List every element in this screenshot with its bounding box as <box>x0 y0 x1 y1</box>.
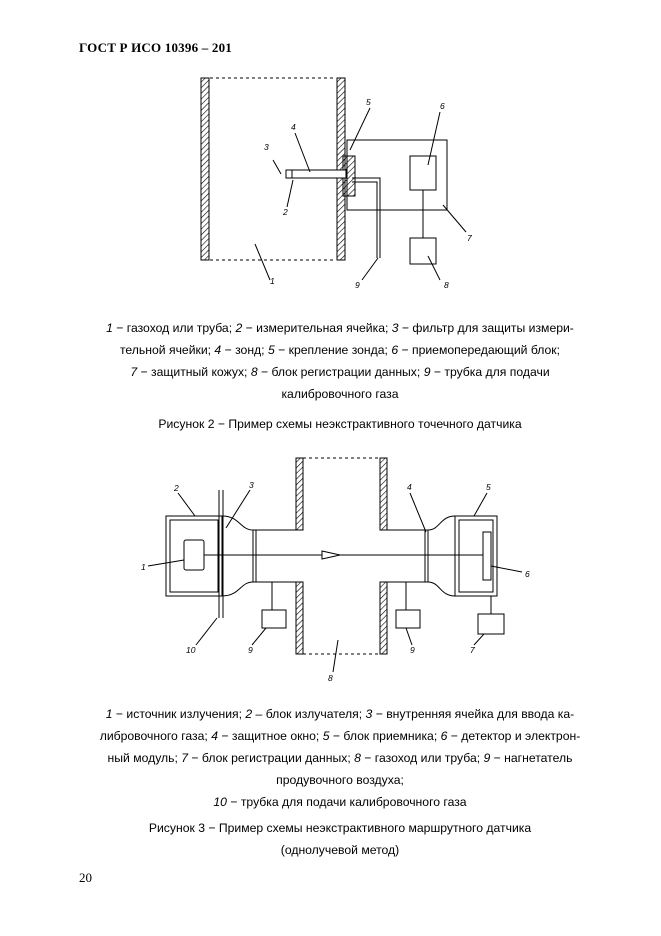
legend-item-text: − фильтр для защиты измери- <box>398 321 574 335</box>
legend-item-number: 5 <box>322 729 330 743</box>
legend-item-number: 8 <box>354 751 361 765</box>
protective-housing <box>347 140 447 210</box>
probe <box>286 170 346 178</box>
figure-3-title <box>60 817 620 861</box>
purge-blower-right <box>396 610 420 628</box>
legend-item-text: − внутренняя ячейка для ввода ка- <box>372 707 575 721</box>
legend-line <box>60 703 620 725</box>
fig3-label: 7 <box>470 645 475 655</box>
legend-item-number: 6 <box>440 729 448 743</box>
fig2-label: 9 <box>355 280 360 290</box>
radiation-source <box>184 540 204 570</box>
legend-item-text: − защитный кожух; <box>137 365 251 379</box>
legend-item-number: 2 <box>235 321 243 335</box>
legend-item-text: − приемопередающий блок; <box>398 343 561 357</box>
figure-2-labels <box>264 97 472 290</box>
legend-line <box>60 791 620 813</box>
fig3-label: 1 <box>141 562 146 572</box>
fig2-label: 5 <box>366 97 371 107</box>
legend-item-number: 1 <box>106 321 113 335</box>
legend-item-text: − блок регистрации данных; <box>188 751 355 765</box>
data-logger-unit <box>410 238 436 264</box>
figure-2-legend <box>60 317 620 405</box>
legend-item-number: 3 <box>365 707 373 721</box>
legend-item-text: ный модуль; <box>107 751 182 765</box>
duct-wall-lower-left <box>296 582 303 654</box>
legend-item-text: − зонд; <box>221 343 268 357</box>
emitter-unit <box>166 516 222 596</box>
fig3-label: 5 <box>486 482 491 492</box>
duct-wall-upper-right <box>380 458 387 530</box>
legend-item-text: − трубка для подачи калибровочного газа <box>226 795 467 809</box>
page-number: 20 <box>79 870 92 885</box>
legend-item-text: − крепление зонда; <box>274 343 392 357</box>
legend-item-text: – блок излучателя; <box>252 707 366 721</box>
legend-item-text: калибровочного газа <box>281 387 399 401</box>
figure-3-legend <box>60 703 620 813</box>
legend-item-text: − блок регистрации данных; <box>257 365 424 379</box>
legend-item-text: либровочного газа; <box>99 729 212 743</box>
fig3-label: 10 <box>186 645 196 655</box>
fig3-label: 8 <box>328 673 333 683</box>
legend-item-number: 6 <box>391 343 399 357</box>
figure-2-drawing <box>201 78 466 280</box>
fig3-label: 2 <box>174 483 179 493</box>
legend-item-number: 9 <box>483 751 491 765</box>
fig2-label: 7 <box>467 233 472 243</box>
legend-line <box>60 339 620 361</box>
fig3-label: 3 <box>249 480 254 490</box>
legend-item-text: тельной ячейки; <box>119 343 215 357</box>
legend-line <box>60 769 620 791</box>
legend-item-number: 5 <box>267 343 275 357</box>
legend-item-number: 7 <box>181 751 189 765</box>
legend-item-text: − газоход или труба; <box>360 751 484 765</box>
legend-item-text: − газоход или труба; <box>112 321 236 335</box>
legend-item-number: 4 <box>214 343 222 357</box>
purge-blower-left <box>262 610 286 628</box>
legend-line <box>60 361 620 383</box>
legend-item-text: − трубка для подачи <box>430 365 550 379</box>
legend-line <box>60 383 620 405</box>
fig2-label: 6 <box>440 101 445 111</box>
duct-wall-upper-left <box>296 458 303 530</box>
legend-item-number: 7 <box>130 365 138 379</box>
legend-item-number: 8 <box>250 365 258 379</box>
data-logger-unit <box>478 614 504 634</box>
fig2-label: 3 <box>264 142 269 152</box>
legend-line <box>60 317 620 339</box>
document-header: ГОСТ Р ИСО 10396 – 201 <box>79 40 232 55</box>
transceiver-unit <box>410 156 436 190</box>
legend-item-text: − измерительная ячейка; <box>242 321 392 335</box>
fig3-label: 6 <box>525 569 530 579</box>
legend-item-text: продувочного воздуха; <box>276 773 404 787</box>
figure-3-title-line: Рисунок 3 − Пример схемы неэкстрактивного маршрутного датчика <box>148 821 532 835</box>
fig3-label: 9 <box>410 645 415 655</box>
legend-item-text: − блок приемника; <box>329 729 441 743</box>
fig2-label: 2 <box>283 207 288 217</box>
fig3-label: 4 <box>407 482 412 492</box>
legend-item-number: 10 <box>213 795 227 809</box>
fig2-label: 8 <box>444 280 449 290</box>
figure-2-title: Рисунок 2 − Пример схемы неэкстрактивного точечного датчика <box>158 417 522 431</box>
legend-item-text: − защитное окно; <box>217 729 323 743</box>
legend-item-number: 4 <box>211 729 218 743</box>
legend-item-number: 2 <box>245 707 253 721</box>
fig3-label: 9 <box>248 645 253 655</box>
figure-3-title-line: (однолучевой метод) <box>280 843 400 857</box>
legend-item-number: 9 <box>423 365 431 379</box>
legend-item-text: − нагнетатель <box>490 751 573 765</box>
duct-wall-left <box>201 78 209 260</box>
legend-item-text: − детектор и электрон- <box>447 729 581 743</box>
fig2-label: 1 <box>270 276 275 286</box>
detector-module <box>483 532 491 580</box>
legend-line <box>60 747 620 769</box>
figure-3-drawing <box>148 458 522 672</box>
duct-wall-lower-right <box>380 582 387 654</box>
fig2-label: 4 <box>291 122 296 132</box>
legend-item-number: 3 <box>391 321 399 335</box>
figure-3-labels <box>141 480 530 683</box>
legend-item-text: − источник излучения; <box>112 707 246 721</box>
legend-item-number: 1 <box>105 707 113 721</box>
legend-line <box>60 725 620 747</box>
